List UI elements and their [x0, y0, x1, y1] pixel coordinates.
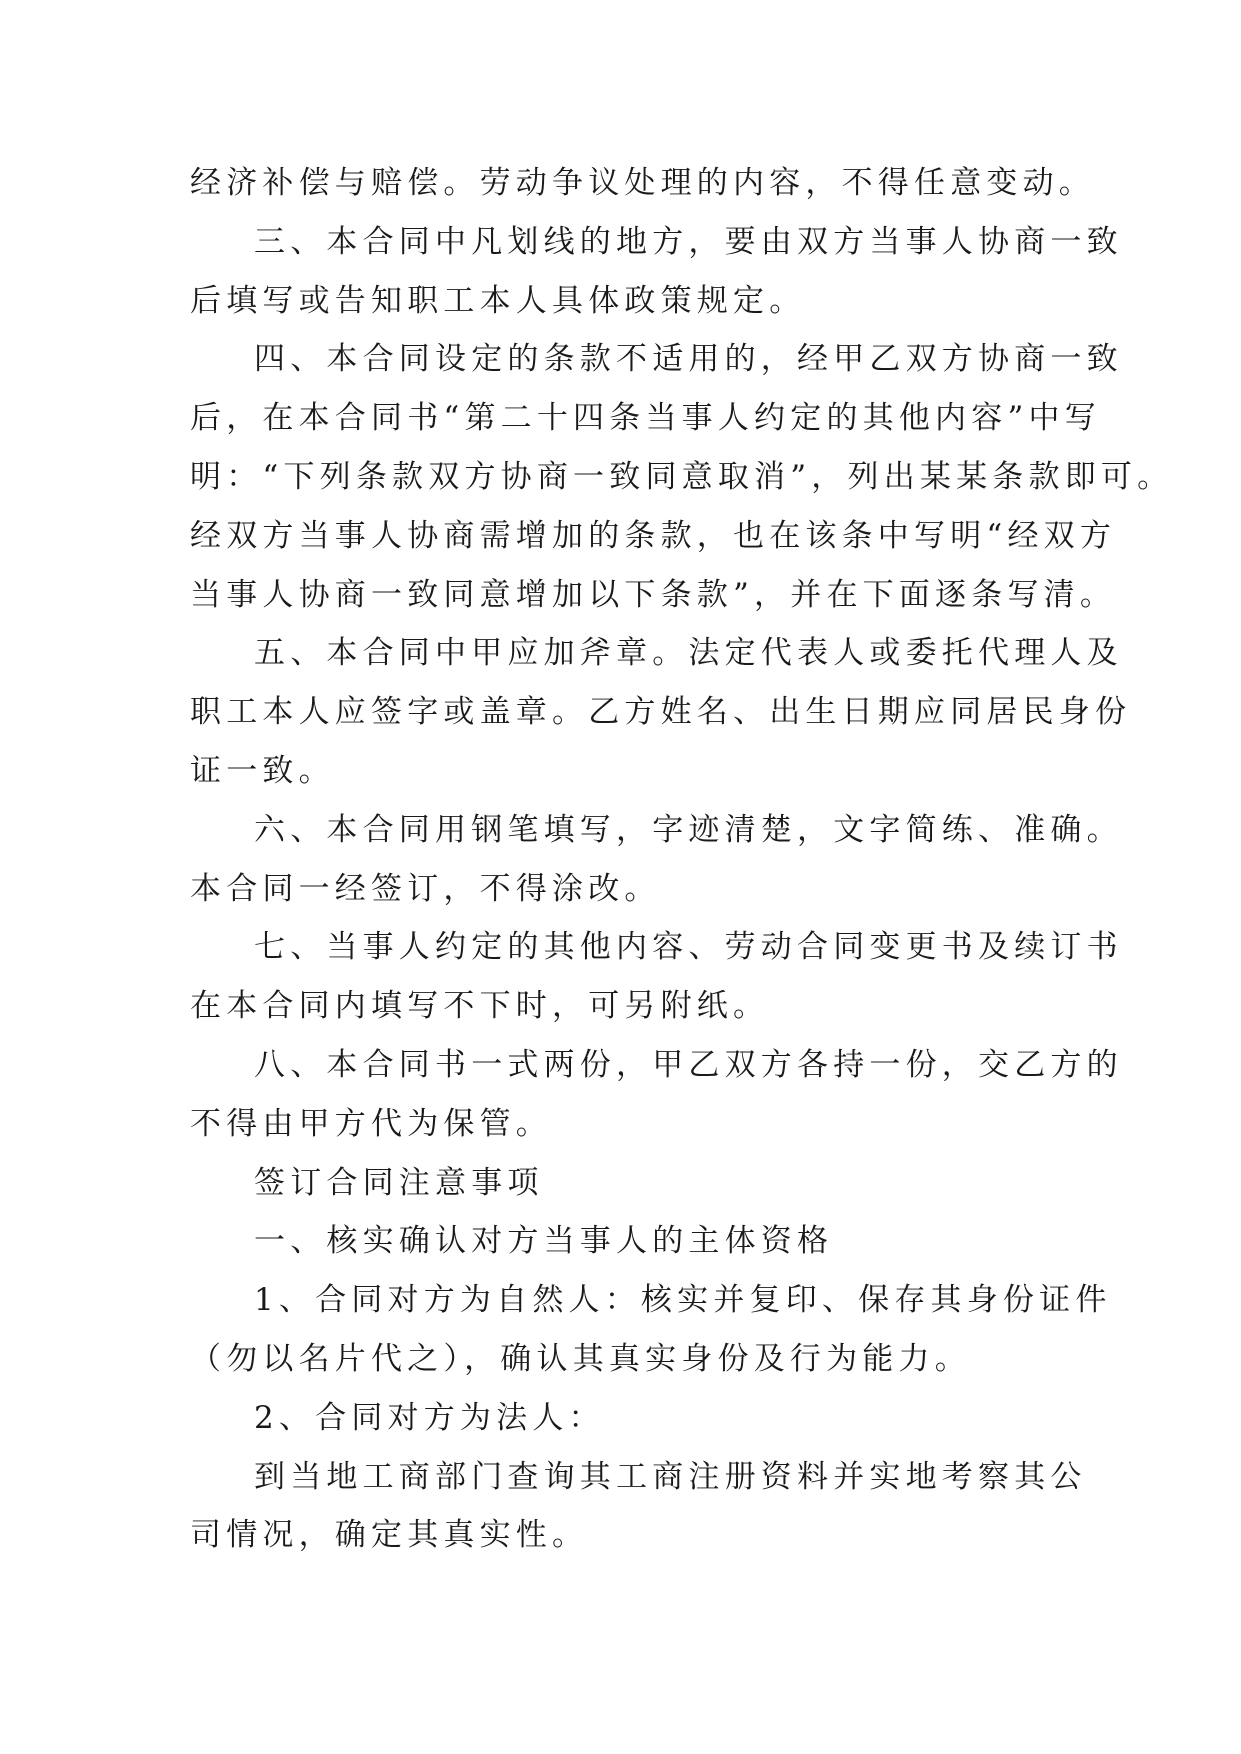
text-line: 1、合同对方为自然人：核实并复印、保存其身份证件 — [254, 1282, 1112, 1319]
text-line: 五、本合同中甲应加斧章。法定代表人或委托代理人及 — [254, 635, 1123, 672]
text-line: 当事人协商一致同意增加以下条款”，并在下面逐条写清。 — [190, 576, 1117, 613]
text-line: 本合同一经签订，不得涂改。 — [190, 870, 661, 907]
text-line: 六、本合同用钢笔填写，字迹清楚，文字简练、准确。 — [254, 811, 1123, 848]
text-line: 后填写或告知职工本人具体政策规定。 — [190, 282, 806, 319]
text-line: 经双方当事人协商需增加的条款，也在该条中写明“经双方 — [190, 517, 1117, 554]
text-line: 四、本合同设定的条款不适用的，经甲乙双方协商一致 — [254, 341, 1123, 378]
text-line: 七、当事人约定的其他内容、劳动合同变更书及续订书 — [254, 929, 1123, 966]
text-line: 三、本合同中凡划线的地方，要由双方当事人协商一致 — [254, 223, 1123, 260]
text-line: 签订合同注意事项 — [254, 1164, 544, 1201]
text-line: 一、核实确认对方当事人的主体资格 — [254, 1223, 834, 1260]
text-line: 不得由甲方代为保管。 — [190, 1105, 552, 1142]
text-line: 后，在本合同书“第二十四条当事人约定的其他内容”中写 — [190, 400, 1101, 437]
document-body — [190, 154, 1174, 1565]
text-line: （勿以名片代之），确认其真实身份及行为能力。 — [190, 1340, 971, 1377]
text-line: 到当地工商部门查询其工商注册资料并实地考察其公 — [254, 1458, 1087, 1495]
text-line: 经济补偿与赔偿。劳动争议处理的内容，不得任意变动。 — [190, 165, 1095, 201]
text-line: 2、合同对方为法人： — [254, 1399, 605, 1436]
text-line: 职工本人应签字或盖章。乙方姓名、出生日期应同居民身份 — [190, 694, 1132, 731]
text-line: 在本合同内填写不下时，可另附纸。 — [190, 988, 770, 1025]
text-line: 司情况，确定其真实性。 — [190, 1517, 589, 1554]
text-line: 八、本合同书一式两份，甲乙双方各持一份，交乙方的 — [254, 1046, 1123, 1083]
text-line: 证一致。 — [190, 752, 335, 789]
text-line: 明：“下列条款双方协商一致同意取消”，列出某某条款即可。 — [190, 458, 1174, 495]
